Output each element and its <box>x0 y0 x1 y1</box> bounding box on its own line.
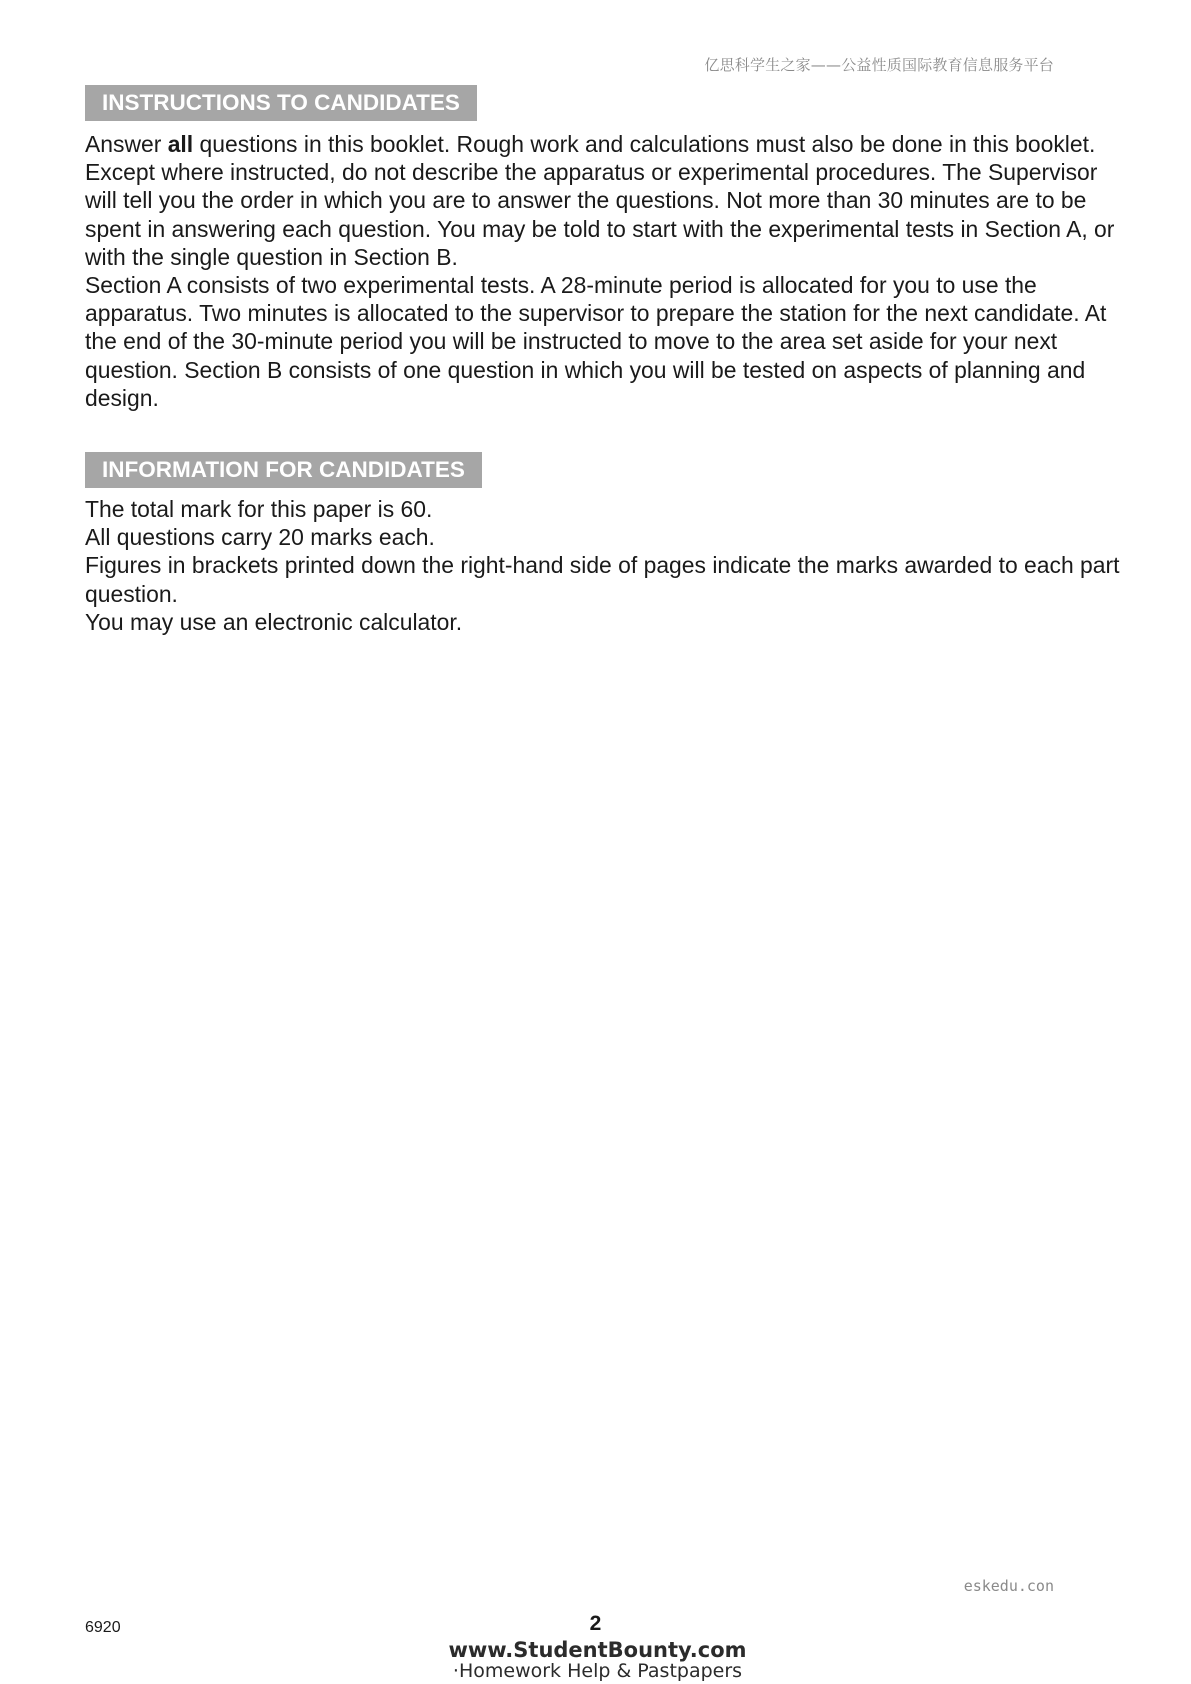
information-heading: INFORMATION FOR CANDIDATES <box>85 452 482 488</box>
logo-tagline-text: ·Homework Help & Pastpapers <box>452 1660 743 1682</box>
information-line: All questions carry 20 marks each. <box>85 524 435 551</box>
studentbounty-logo[interactable] <box>445 1640 750 1682</box>
instructions-paragraph-1-start: Answer <box>85 131 168 157</box>
information-line: The total mark for this paper is 60. <box>85 496 433 522</box>
instructions-heading: INSTRUCTIONS TO CANDIDATES <box>85 85 477 121</box>
header-watermark: 亿思科学生之家——公益性质国际教育信息服务平台 <box>704 56 1054 74</box>
footer-watermark: eskedu.con <box>963 1577 1054 1595</box>
instructions-paragraph-1 <box>85 130 1125 271</box>
instructions-paragraph-1-rest: questions in this booklet. Rough work and calculations must also be done in this booklet. Except where instructed, do not describe the apparatus or experimental procedures. The Supervisor will tell you the order in which you are to answer the questions. Not more than 30 minutes are to be spent in answering each question. You may be told to start with the experimental tests in Section A, or with the single question in Section B. <box>85 131 1115 270</box>
information-line: Figures in brackets printed down the right-hand side of pages indicate the marks awarded to each part question. <box>85 552 1120 607</box>
page-number: 2 <box>589 1612 602 1635</box>
information-body <box>85 495 1125 636</box>
information-line: You may use an electronic calculator. <box>85 608 463 635</box>
logo-url-text: www.StudentBounty.com <box>448 1638 747 1662</box>
instructions-emphasis-all: all <box>167 131 194 157</box>
instructions-paragraph-2: Section A consists of two experimental tests. A 28-minute period is allocated for you to use the apparatus. Two minutes is allocated to the supervisor to prepare the station for the next candidate. At the end of the 30-minute period you will be instructed to move to the area set aside for your next question. Section B consists of one question in which you will be tested on aspects of planning and design. <box>85 272 1107 411</box>
instructions-body <box>85 130 1125 412</box>
paper-code: 6920 <box>85 1619 121 1636</box>
